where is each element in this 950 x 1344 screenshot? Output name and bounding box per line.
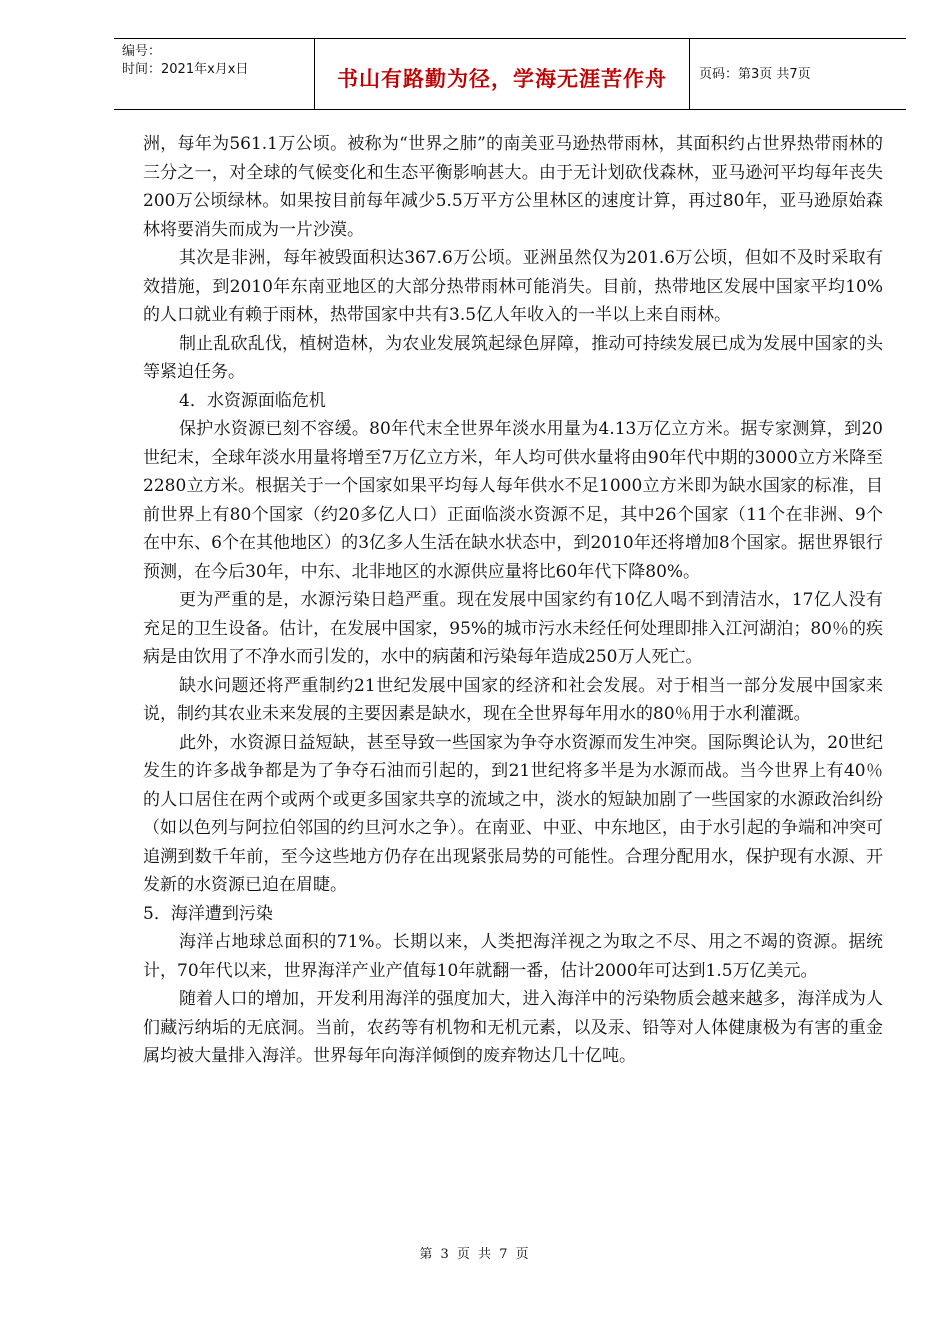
motto-text: 书山有路勤为径，学海无涯苦作舟 (337, 67, 667, 91)
header-page-cell (690, 39, 906, 109)
document-body (143, 130, 883, 1071)
header-table (114, 38, 906, 110)
header-info-cell (114, 39, 315, 109)
paragraph: 其次是非洲，每年被毁面积达367.6万公顷。亚洲虽然仅为201.6万公顷，但如不及时采取有效措施，到2010年东南亚地区的大部分热带雨林可能消失。目前，热带地区发展中国家平均10%的人口就业有赖于雨林，热带国家中共有3.5亿人年收入的一半以上来自雨林。 (143, 248, 883, 325)
paragraph: 此外，水资源日益短缺，甚至导致一些国家为争夺水资源而发生冲突。国际舆论认为，20世纪发生的许多战争都是为了争夺石油而引起的，到21世纪将多半是为水源而战。当今世界上有40％的人口居住在两个或两个或更多国家共享的流域之中，淡水的短缺加剧了一些国家的水源政治纠纷（如以色列与阿拉伯邻国的约旦河水之争）。在南亚、中亚、中东地区，由于水引起的争端和冲突可追溯到数千年前，至今这些地方仍存在出现紧张局势的可能性。合理分配用水，保护现有水源、开发新的水资源已迫在眉睫。 (143, 732, 883, 895)
page-footer (0, 1243, 950, 1262)
header-page-label: 页码：第3页 共7页 (699, 67, 811, 82)
section-heading: 4．水资源面临危机 (179, 390, 326, 411)
paragraph: 缺水问题还将严重制约21世纪发展中国家的经济和社会发展。对于相当一部分发展中国家来说，制约其农业未来发展的主要因素是缺水，现在全世界每年用水的80％用于水利灌溉。 (143, 675, 883, 724)
paragraph: 洲，每年为561.1万公顷。被称为“世界之肺”的南美亚马逊热带雨林，其面积约占世界热带雨林的三分之一，对全球的气候变化和生态平衡影响甚大。由于无计划砍伐森林，亚马逊河平均每年丧失200万公顷绿林。如果按目前每年减少5.5万平方公里林区的速度计算，再过80年，亚马逊原始森林将要消失而成为一片沙漠。 (143, 134, 883, 240)
time-label: 时间：2021年x月x日 (122, 62, 249, 77)
paragraph: 随着人口的增加，开发利用海洋的强度加大，进入海洋中的污染物质会越来越多，海洋成为人们藏污纳垢的无底洞。当前，农药等有机物和无机元素，以及汞、铅等对人体健康极为有害的重金属均被大量排入海洋。世界每年向海洋倾倒的废弃物达几十亿吨。 (143, 989, 883, 1066)
section-heading: 5．海洋遭到污染 (143, 903, 273, 924)
number-label: 编号： (122, 44, 162, 59)
paragraph: 保护水资源已刻不容缓。80年代末全世界年淡水用量为4.13万亿立方米。据专家测算，到20世纪末，全球年淡水用量将增至7万亿立方米，年人均可供水量将由90年代中期的3000立方米降至2280立方米。根据关于一个国家如果平均每人每年供水不足1000立方米即为缺水国家的标准，目前世界上有80个国家（约20多亿人口）正面临淡水资源不足，其中26个国家（11个在非洲、9个在中东、6个在其他地区）的3亿多人生活在缺水状态中，到2010年还将增加8个国家。据世界银行预测，在今后30年，中东、北非地区的水源供应量将比60年代下降80%。 (143, 419, 883, 582)
footer-page-number: 第 3 页 共 7 页 (419, 1247, 531, 1262)
paragraph: 制止乱砍乱伐，植树造林，为农业发展筑起绿色屏障，推动可持续发展已成为发展中国家的头等紧迫任务。 (143, 333, 883, 382)
paragraph: 更为严重的是，水源污染日趋严重。现在发展中国家约有10亿人喝不到清洁水，17亿人没有充足的卫生设备。估计，在发展中国家，95%的城市污水未经任何处理即排入江河湖泊；80％的疾病是由饮用了不净水而引发的，水中的病菌和污染每年造成250万人死亡。 (143, 590, 883, 667)
header-motto-cell (315, 39, 690, 109)
paragraph: 海洋占地球总面积的71%。长期以来，人类把海洋视之为取之不尽、用之不竭的资源。据统计，70年代以来，世界海洋产业产值每10年就翻一番，估计2000年可达到1.5万亿美元。 (143, 932, 883, 981)
